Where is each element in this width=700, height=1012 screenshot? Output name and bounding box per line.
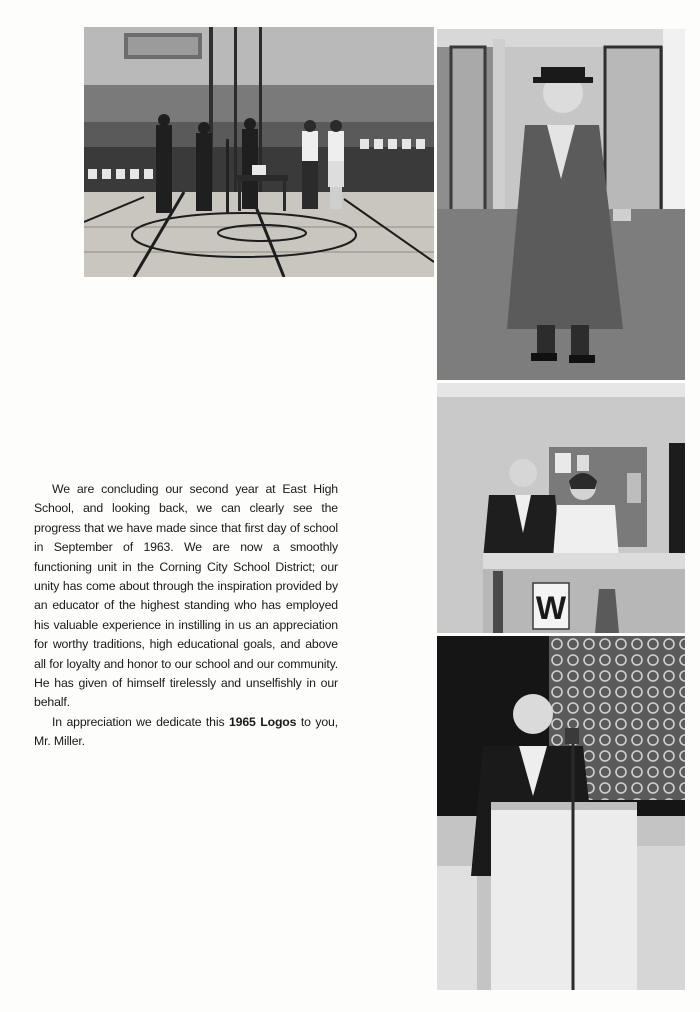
speaker-lectern-photo [437,636,685,990]
dedication-closing-end: to you, Mr. Miller. [34,714,338,749]
dedication-closing-start: In appreciation we dedicate this [52,714,229,729]
booth-sign-letter: W [535,590,567,626]
doorway-man-photo [437,29,685,380]
booth-couple-image [437,383,685,633]
dedication-paragraph: We are concluding our second year at East High School, and looking back, we can clearly see the progress that we have made since that first day of school in September of 1963. We are now a smoothly functioning unit in the Corning City School District; our unity has come about through the inspiration provided by an educator of the highest standing who has employed his valuable experience in instilling in us an appreciation for worthy traditions, high educational goals, and above all for loyalty and honor to our school and our community. He has given of himself tirelessly and unselfishly in our behalf. [34,482,338,710]
gym-ceremony-image [84,27,434,277]
booth-couple-photo [437,383,685,633]
yearbook-title: 1965 Logos [228,714,297,729]
speaker-lectern-image [437,636,685,990]
dedication-text [34,480,338,752]
gym-ceremony-photo [84,27,434,277]
doorway-man-image [437,29,685,380]
dedication-closing [34,713,338,752]
